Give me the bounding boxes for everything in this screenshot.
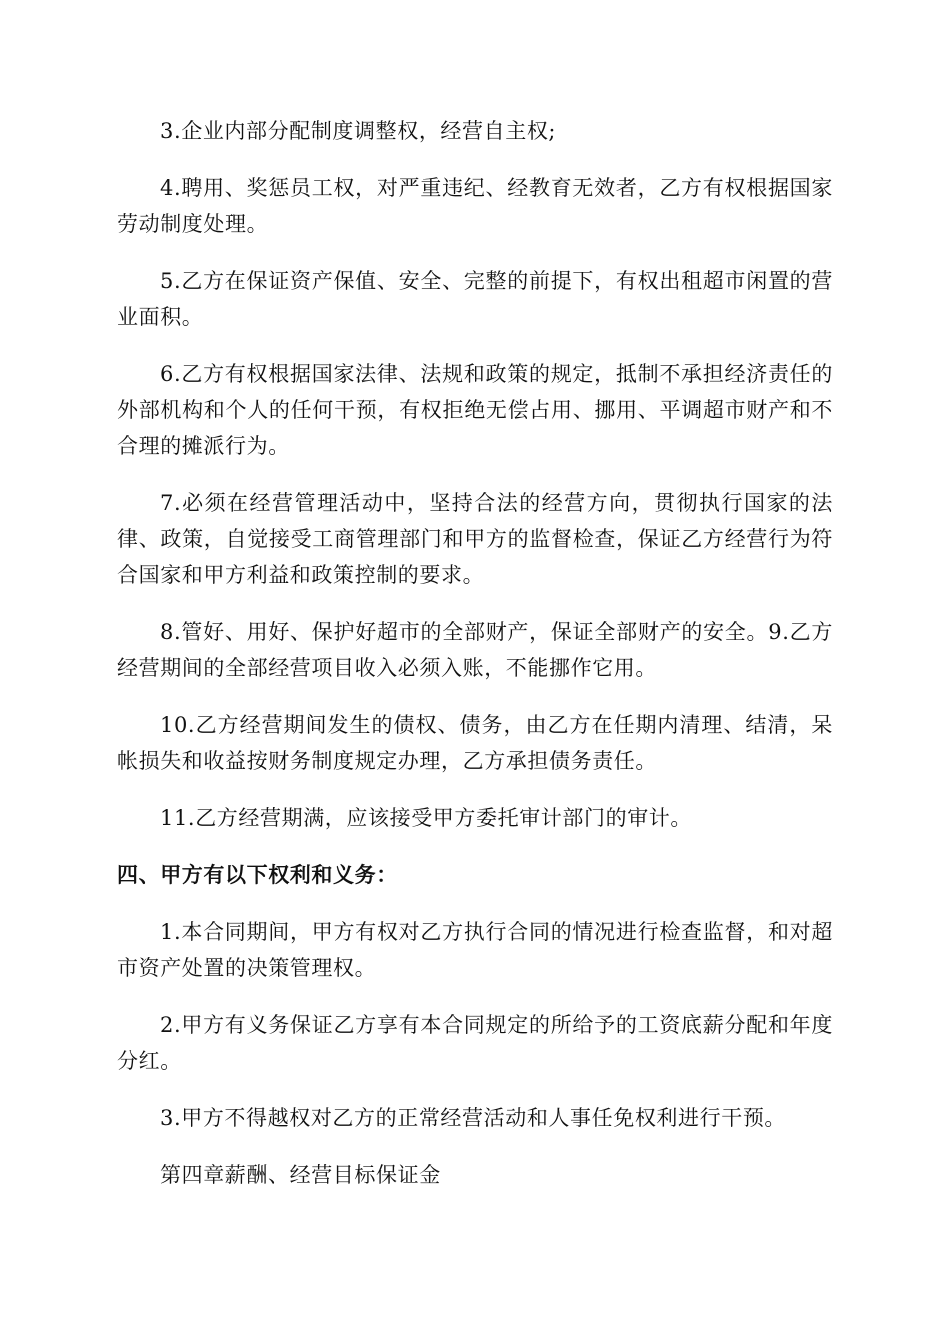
party-a-clause-3: 3.甲方不得越权对乙方的正常经营活动和人事任免权利进行干预。: [160, 1106, 787, 1130]
clause-11: 11.乙方经营期满，应该接受甲方委托审计部门的审计。: [160, 806, 692, 830]
clause-10: 10.乙方经营期间发生的债权、债务，由乙方在任期内清理、结清，呆帐损失和收益按财务制度规定办理，乙方承担债务责任。: [117, 713, 833, 773]
party-a-clause-1: 1.本合同期间，甲方有权对乙方执行合同的情况进行检查监督，和对超市资产处置的决策管理权。: [117, 920, 833, 980]
clause-7: 7.必须在经营管理活动中，坚持合法的经营方向，贯彻执行国家的法律、政策，自觉接受工商管理部门和甲方的监督检查，保证乙方经营行为符合国家和甲方利益和政策控制的要求。: [117, 491, 833, 587]
clause-3: 3.企业内部分配制度调整权，经营自主权;: [160, 119, 557, 143]
document-body: [117, 113, 833, 1214]
clause-8-9: 8.管好、用好、保护好超市的全部财产，保证全部财产的安全。9.乙方经营期间的全部经营项目收入必须入账，不能挪作它用。: [117, 620, 833, 680]
clause-5: 5.乙方在保证资产保值、安全、完整的前提下，有权出租超市闲置的营业面积。: [117, 269, 833, 329]
clause-4: 4.聘用、奖惩员工权，对严重违纪、经教育无效者，乙方有权根据国家劳动制度处理。: [117, 176, 833, 236]
clause-6: 6.乙方有权根据国家法律、法规和政策的规定，抵制不承担经济责任的外部机构和个人的任何干预，有权拒绝无偿占用、挪用、平调超市财产和不合理的摊派行为。: [117, 362, 833, 458]
party-a-clause-2: 2.甲方有义务保证乙方享有本合同规定的所给予的工资底薪分配和年度分红。: [117, 1013, 833, 1073]
chapter-title: 第四章薪酬、经营目标保证金: [160, 1163, 441, 1187]
section-heading-party-a: 四、甲方有以下权利和义务：: [117, 863, 398, 887]
